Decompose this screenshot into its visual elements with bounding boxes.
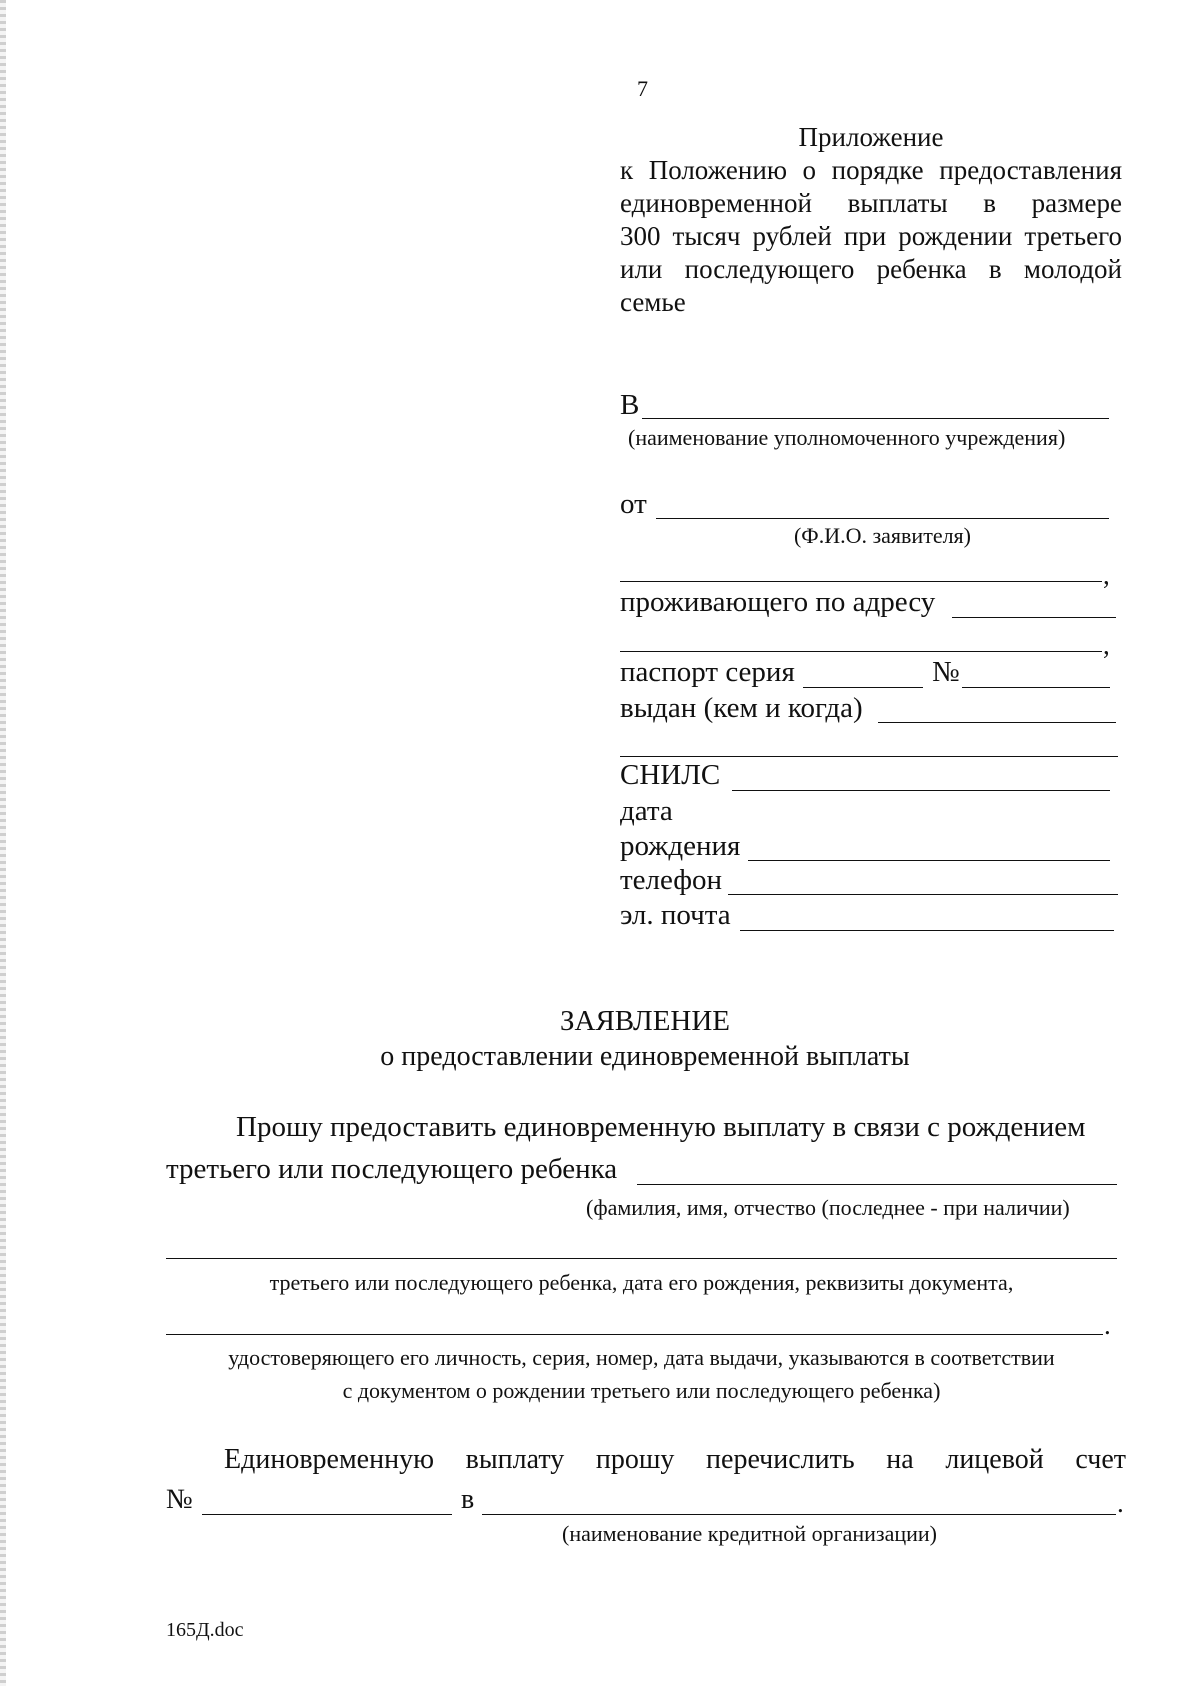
comma: , — [1103, 630, 1110, 660]
appendix-title: Приложение — [798, 122, 944, 152]
email-label: эл. почта — [620, 899, 731, 931]
bank-name-caption: (наименование кредитной организации) — [562, 1521, 937, 1546]
applicant-name-caption: (Ф.И.О. заявителя) — [793, 523, 972, 548]
scan-edge — [0, 0, 6, 1686]
snils-field[interactable] — [732, 790, 1110, 791]
address-field[interactable] — [952, 617, 1116, 618]
child-details-field[interactable] — [166, 1258, 1117, 1259]
phone-label: телефон — [620, 864, 723, 896]
passport-number-label: № — [932, 656, 960, 688]
appendix-line: семье — [620, 287, 686, 317]
address-label: проживающего по адресу — [620, 586, 936, 618]
account-number-field[interactable] — [202, 1514, 452, 1515]
period: . — [1104, 1310, 1111, 1340]
page-number: 7 — [637, 76, 648, 101]
from-prefix: от — [620, 488, 647, 520]
transfer-paragraph-line: Единовременную выплату прошу перечислить на лицевой счет — [224, 1444, 1126, 1475]
appendix-line: или последующего ребенка в молодой — [620, 254, 1122, 284]
child-document-caption-continuation: с документом о рождении третьего или последующего ребенка) — [342, 1378, 941, 1403]
bank-name-field[interactable] — [482, 1514, 1116, 1515]
appendix-line: 300 тысяч рублей при рождении третьего — [620, 221, 1122, 251]
phone-field[interactable] — [728, 894, 1118, 895]
birth-date-label: дата — [620, 795, 673, 827]
snils-label: СНИЛС — [620, 759, 721, 791]
passport-number-field[interactable] — [962, 687, 1110, 688]
passport-series-label: паспорт серия — [620, 656, 795, 688]
child-document-caption: удостоверяющего его личность, серия, номер, дата выдачи, указываются в соответствии — [228, 1345, 1055, 1370]
child-details-caption: третьего или последующего ребенка, дата его рождения, реквизиты документа, — [269, 1270, 1014, 1295]
address-continuation-field[interactable] — [620, 651, 1102, 652]
child-name-caption: (фамилия, имя, отчество (последнее - при наличии) — [586, 1195, 1070, 1220]
birth-date-label-continuation: рождения — [620, 830, 741, 862]
issued-continuation-field[interactable] — [620, 756, 1118, 757]
issued-label: выдан (кем и когда) — [620, 692, 863, 724]
request-paragraph-line: третьего или последующего ребенка — [166, 1153, 618, 1185]
comma: , — [1103, 560, 1110, 590]
passport-series-field[interactable] — [803, 687, 923, 688]
recipient-field[interactable] — [642, 418, 1109, 419]
issued-field[interactable] — [878, 722, 1116, 723]
to-prefix: В — [620, 389, 640, 421]
email-field[interactable] — [740, 930, 1114, 931]
child-name-field[interactable] — [637, 1184, 1117, 1185]
appendix-line: единовременной выплаты в размере — [620, 188, 1122, 218]
account-number-label: № — [166, 1484, 193, 1515]
footer-filename: 165Д.doc — [166, 1619, 244, 1641]
birth-date-field[interactable] — [748, 860, 1110, 861]
recipient-caption: (наименование уполномоченного учреждения) — [628, 425, 1066, 450]
child-document-field[interactable] — [166, 1334, 1103, 1335]
applicant-name-field[interactable] — [656, 518, 1109, 519]
appendix-line: к Положению о порядке предоставления — [620, 155, 1122, 185]
statement-title: ЗАЯВЛЕНИЕ — [559, 1005, 731, 1037]
request-paragraph-line: Прошу предоставить единовременную выплату в связи с рождением — [236, 1111, 1086, 1143]
applicant-name-continuation-field[interactable] — [620, 581, 1102, 582]
statement-subtitle: о предоставлении единовременной выплаты — [380, 1041, 910, 1072]
period: . — [1117, 1488, 1124, 1518]
bank-prefix: в — [461, 1484, 475, 1515]
